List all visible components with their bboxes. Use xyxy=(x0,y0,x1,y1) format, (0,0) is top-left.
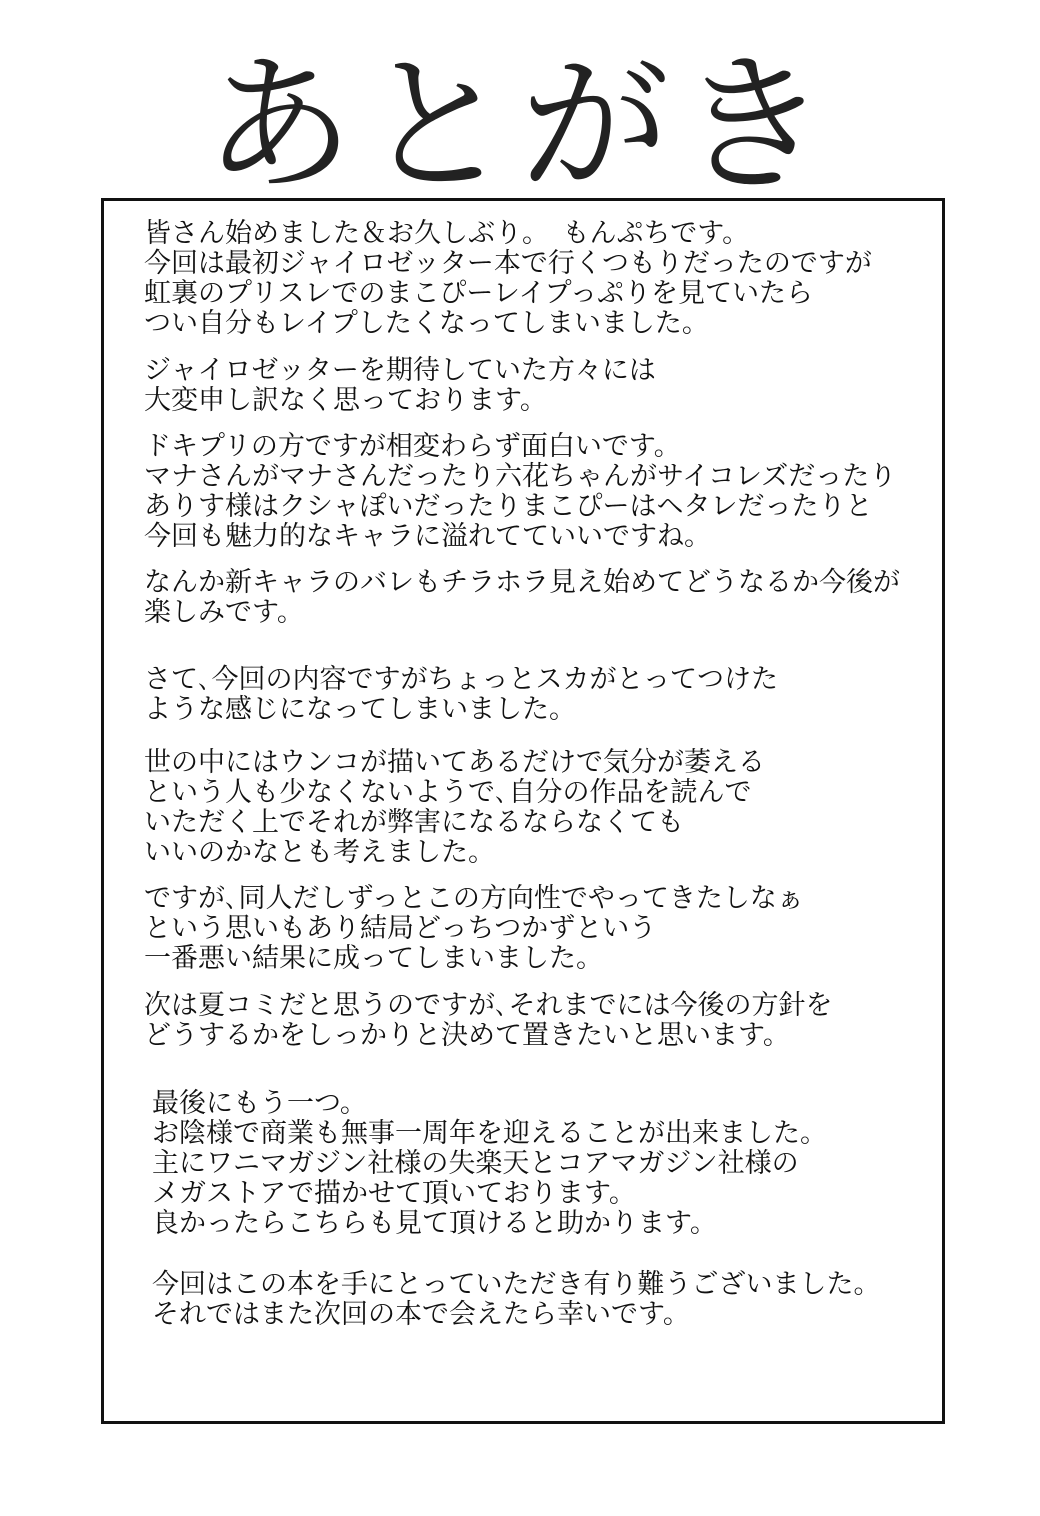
text-line: お陰様で商業も無事一周年を迎えることが出来ました。 xyxy=(152,1118,827,1149)
paragraph-new-character xyxy=(144,568,900,628)
page-title: あとがき xyxy=(203,39,836,213)
paragraph-anniversary xyxy=(152,1089,827,1239)
paragraph-apology xyxy=(144,356,656,416)
text-line: 大変申し訳なく思っております。 xyxy=(144,385,547,416)
paragraph-content xyxy=(144,665,778,725)
text-line: という思いもあり結局どっちつかずという xyxy=(144,913,657,944)
paragraph-opinion xyxy=(144,748,765,868)
text-line: 虹裏のプリスレでのまこぴーレイプっぷりを見ていたら xyxy=(144,278,814,309)
text-line: 今回は最初ジャイロゼッター本で行くつもりだったのですが xyxy=(144,248,872,279)
text-line: 次は夏コミだと思うのですが､それまでには今後の方針を xyxy=(144,990,833,1021)
text-line: いいのかなとも考えました。 xyxy=(144,837,495,868)
text-line: 主にワニマガジン社様の失楽天とコアマガジン社様の xyxy=(152,1148,799,1179)
text-line: どうするかをしっかりと決めて置きたいと思います。 xyxy=(144,1020,790,1051)
text-line: 今回も魅力的なキャラに溢れてていいですね。 xyxy=(144,521,711,552)
text-line: ような感じになってしまいました。 xyxy=(144,694,576,725)
text-line: 皆さん始めました＆お久しぶり。 もんぷちです。 xyxy=(144,218,750,249)
text-line: ですが､同人だしずっとこの方向性でやってきたしなぁ xyxy=(144,883,804,914)
text-line: マナさんがマナさんだったり六花ちゃんがサイコレズだったり xyxy=(144,461,897,492)
paragraph-greeting xyxy=(144,219,872,339)
text-line: 世の中にはウンコが描いてあるだけで気分が萎える xyxy=(144,747,765,778)
paragraph-thanks xyxy=(152,1270,880,1330)
text-line: なんか新キャラのバレもチラホラ見え始めてどうなるか今後が xyxy=(144,567,900,598)
text-line: 今回はこの本を手にとっていただき有り難うございました。 xyxy=(152,1269,881,1300)
text-line: メガストアで描かせて頂いております。 xyxy=(152,1178,636,1209)
text-line: ありす様はクシャぽいだったりまこぴーはヘタレだったりと xyxy=(144,491,873,522)
text-line: という人も少なくないようで､自分の作品を読んで xyxy=(144,777,752,808)
text-line: つい自分もレイプしたくなってしまいました。 xyxy=(144,308,709,339)
text-line: ドキプリの方ですが相変わらず面白いです。 xyxy=(144,431,681,462)
text-line: 一番悪い結果に成ってしまいました。 xyxy=(144,943,603,974)
paragraph-dokipuri xyxy=(144,432,896,552)
text-line: ジャイロゼッターを期待していた方々には xyxy=(144,355,656,386)
text-line: それではまた次回の本で会えたら幸いです。 xyxy=(152,1299,690,1330)
paragraph-summer xyxy=(144,991,833,1051)
text-line: 最後にもう一つ。 xyxy=(152,1088,367,1119)
text-line: さて､今回の内容ですがちょっとスカがとってつけた xyxy=(144,664,778,695)
text-line: いただく上でそれが弊害になるならなくても xyxy=(144,807,684,838)
text-line: 楽しみです。 xyxy=(144,597,304,628)
paragraph-doujin xyxy=(144,884,804,974)
text-line: 良かったらこちらも見て頂けると助かります。 xyxy=(152,1208,717,1239)
